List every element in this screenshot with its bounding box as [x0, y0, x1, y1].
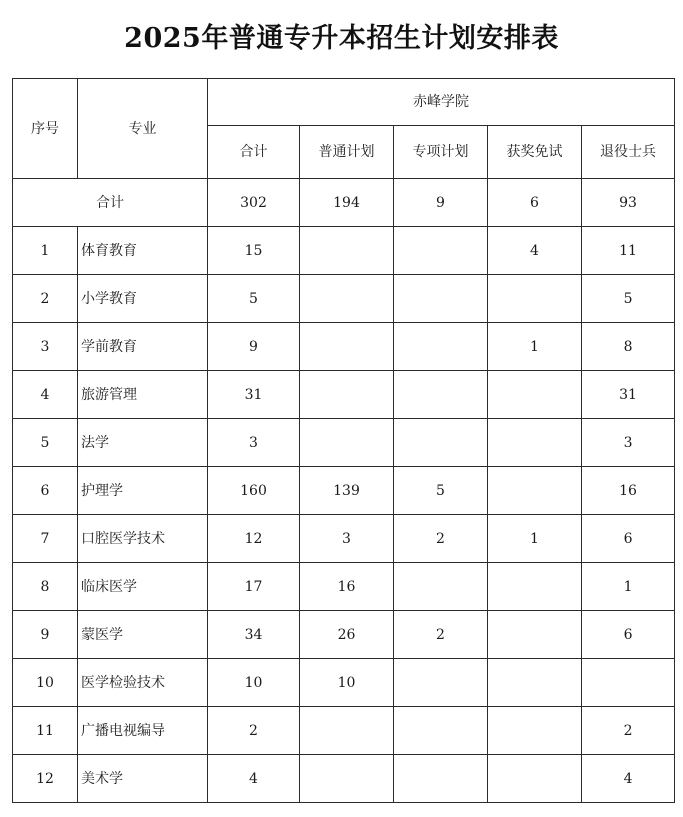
table-row: [13, 227, 675, 275]
row-number: 12: [13, 755, 78, 803]
row-value: 4: [488, 227, 582, 275]
row-value: 3: [208, 419, 300, 467]
table-row: [13, 515, 675, 563]
header-col-veteran: 退役士兵: [582, 126, 675, 179]
row-value: 2: [394, 611, 488, 659]
row-value: 9: [208, 323, 300, 371]
row-major: 学前教育: [78, 323, 208, 371]
row-major: 临床医学: [78, 563, 208, 611]
row-value: [394, 323, 488, 371]
row-value: 12: [208, 515, 300, 563]
row-value: [394, 755, 488, 803]
row-value: 2: [394, 515, 488, 563]
row-number: 3: [13, 323, 78, 371]
table-row: [13, 611, 675, 659]
row-value: 6: [582, 611, 675, 659]
row-value: [488, 419, 582, 467]
header-col-award: 获奖免试: [488, 126, 582, 179]
row-value: [300, 371, 394, 419]
header-col-total: 合计: [208, 126, 300, 179]
row-value: [300, 275, 394, 323]
row-value: 160: [208, 467, 300, 515]
row-major: 体育教育: [78, 227, 208, 275]
row-major: 口腔医学技术: [78, 515, 208, 563]
row-value: [394, 707, 488, 755]
row-value: 31: [582, 371, 675, 419]
row-value: [488, 275, 582, 323]
row-value: 15: [208, 227, 300, 275]
table-row: [13, 563, 675, 611]
table-row: [13, 659, 675, 707]
row-value: 4: [582, 755, 675, 803]
table-row: [13, 419, 675, 467]
row-value: 34: [208, 611, 300, 659]
row-value: 3: [582, 419, 675, 467]
row-value: 26: [300, 611, 394, 659]
row-value: 8: [582, 323, 675, 371]
row-value: 2: [208, 707, 300, 755]
row-major: 广播电视编导: [78, 707, 208, 755]
row-value: 1: [488, 515, 582, 563]
table-row: [13, 323, 675, 371]
row-major: 医学检验技术: [78, 659, 208, 707]
row-value: [300, 227, 394, 275]
total-row: [13, 179, 675, 227]
table-row: [13, 371, 675, 419]
row-value: [488, 707, 582, 755]
row-major: 法学: [78, 419, 208, 467]
row-value: 1: [582, 563, 675, 611]
row-value: [394, 419, 488, 467]
header-seq: 序号: [13, 79, 78, 179]
row-major: 蒙医学: [78, 611, 208, 659]
row-value: 4: [208, 755, 300, 803]
table-row: [13, 707, 675, 755]
total-value: 6: [488, 179, 582, 227]
row-value: 6: [582, 515, 675, 563]
row-value: [300, 755, 394, 803]
row-value: 16: [300, 563, 394, 611]
row-value: [488, 611, 582, 659]
row-major: 旅游管理: [78, 371, 208, 419]
row-value: 1: [488, 323, 582, 371]
row-value: 10: [208, 659, 300, 707]
row-value: 10: [300, 659, 394, 707]
row-value: [488, 371, 582, 419]
row-value: [582, 659, 675, 707]
row-value: [394, 563, 488, 611]
row-value: 2: [582, 707, 675, 755]
row-value: [488, 467, 582, 515]
total-value: 302: [208, 179, 300, 227]
enrollment-plan-table: [12, 78, 675, 803]
row-number: 6: [13, 467, 78, 515]
table-row: [13, 467, 675, 515]
total-label: 合计: [13, 179, 208, 227]
row-number: 8: [13, 563, 78, 611]
row-value: [394, 659, 488, 707]
row-value: 5: [394, 467, 488, 515]
page-title: 2025年普通专升本招生计划安排表: [124, 23, 559, 54]
row-number: 4: [13, 371, 78, 419]
row-value: [488, 659, 582, 707]
row-value: [488, 563, 582, 611]
row-value: [394, 371, 488, 419]
row-number: 10: [13, 659, 78, 707]
row-value: [300, 419, 394, 467]
row-number: 9: [13, 611, 78, 659]
row-value: [300, 707, 394, 755]
row-number: 7: [13, 515, 78, 563]
row-value: 139: [300, 467, 394, 515]
row-number: 1: [13, 227, 78, 275]
row-number: 5: [13, 419, 78, 467]
row-number: 11: [13, 707, 78, 755]
header-col-regular: 普通计划: [300, 126, 394, 179]
row-value: 17: [208, 563, 300, 611]
row-value: [488, 755, 582, 803]
row-value: [394, 275, 488, 323]
row-value: 3: [300, 515, 394, 563]
header-major: 专业: [78, 79, 208, 179]
row-major: 护理学: [78, 467, 208, 515]
row-value: 11: [582, 227, 675, 275]
total-value: 9: [394, 179, 488, 227]
row-major: 美术学: [78, 755, 208, 803]
row-value: 16: [582, 467, 675, 515]
total-value: 194: [300, 179, 394, 227]
row-value: 5: [208, 275, 300, 323]
table-row: [13, 275, 675, 323]
header-school: 赤峰学院: [208, 79, 675, 126]
row-value: [300, 323, 394, 371]
row-value: [394, 227, 488, 275]
header-row-1: [13, 79, 675, 126]
table-row: [13, 755, 675, 803]
row-major: 小学教育: [78, 275, 208, 323]
row-number: 2: [13, 275, 78, 323]
total-value: 93: [582, 179, 675, 227]
row-value: 5: [582, 275, 675, 323]
header-col-special: 专项计划: [394, 126, 488, 179]
row-value: 31: [208, 371, 300, 419]
